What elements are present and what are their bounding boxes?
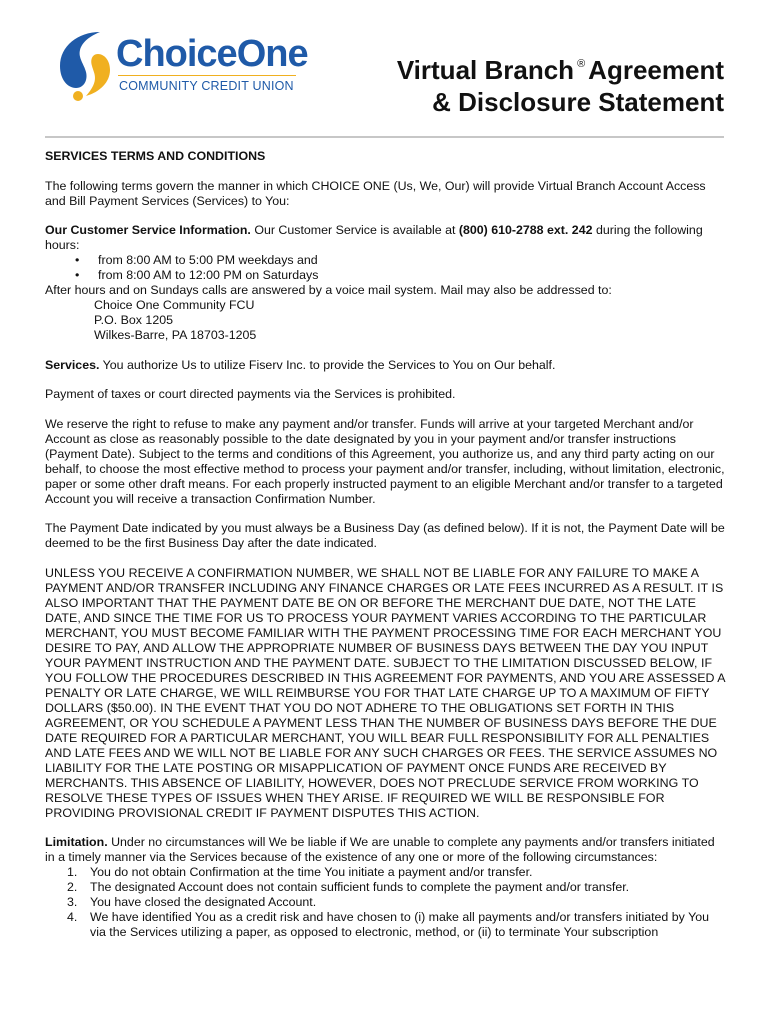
after-hours-text: After hours and on Sundays calls are answered by a voice mail system. Mail may also be addressed to: (45, 283, 612, 297)
limitation-item (45, 895, 725, 910)
limitation-label: Limitation. (45, 835, 108, 849)
liability-paragraph: UNLESS YOU RECEIVE A CONFIRMATION NUMBER, WE SHALL NOT BE LIABLE FOR ANY FAILURE TO MAKE A PAYMENT AND/OR TRANSFER INCLUDING ANY FINANCE CHARGES OR LATE FEES INCURRED AS A RESULT. IT IS ALSO IMPORTANT THAT THE PAYMENT DATE BE ON OR BEFORE THE MERCHANT DUE DATE, NOT THE LATE DATE, AND SINCE THE TIME FOR US TO PROCESS YOUR PAYMENT VARIES ACCORDING TO THE PARTICULAR MERCHANT, YOU MUST BECOME FAMILIAR WITH THE PAYMENT PROCESSING TIME FOR EACH MERCHANT YOU DESIRE TO PAY, AND ALLOW THE APPROPRIATE NUMBER OF BUSINESS DAYS BETWEEN THE DAY YOU INPUT YOUR PAYMENT INSTRUCTION AND THE PAYMENT DATE. SUBJECT TO THE LIMITATION DISCUSSED BELOW, IF YOU FOLLOW THE PROCEDURES DESCRIBED IN THIS AGREEMENT FOR PAYMENTS, AND YOU ARE ASSESSED A PENALTY OR LATE CHARGE, WE WILL REIMBURSE YOU FOR THAT LATE CHARGE UP TO A MAXIMUM OF FIFTY DOLLARS ($50.00). IN THE EVENT THAT YOU DO NOT ADHERE TO THE OBLIGATIONS SET FORTH IN THIS AGREEMENT, OR YOU SCHEDULE A PAYMENT LESS THAN THE NUMBER OF BUSINESS DAYS BEFORE THE DUE DATE REQUIRED FOR A PARTICULAR MERCHANT, YOU WILL BEAR FULL RESPONSIBILITY FOR ALL PENALTIES AND LATE FEES AND WE WILL NOT BE LIABLE FOR ANY SUCH CHARGES OR FEES. THE SERVICE ASSUMES NO LIABILITY FOR THE LATE POSTING OR MISAPPLICATION OF PAYMENT ONCE FUNDS ARE RECEIVED BY MERCHANTS. THIS ABSENCE OF LIABILITY, HOWEVER, DOES NOT PRECLUDE SERVICE FROM WORKING TO RESOLVE THESE TYPES OF ISSUES WHEN THEY ARISE. IF REQUIRED WE WILL BE RESPONSIBLE FOR PROVIDING PROVISIONAL CREDIT IF PAYMENT DISPUTES THIS ACTION. (45, 565, 725, 820)
item-text: We have identified You as a credit risk and have chosen to (i) make all payments and/or transfers initiated by You via the Services utilizing a paper, as opposed to electronic, method, or (ii) to terminate Your subscription (90, 910, 709, 939)
address-line: Choice One Community FCU (94, 298, 255, 312)
address-line: P.O. Box 1205 (94, 313, 173, 327)
customer-service-text: Our Customer Service is available at (250, 223, 459, 237)
mailing-address (45, 298, 725, 343)
intro-paragraph: The following terms govern the manner in which CHOICE ONE (Us, We, Our) will provide Virtual Branch Account Access and Bill Payment Services (Services) to You: (45, 178, 706, 208)
taxes-paragraph: Payment of taxes or court directed payments via the Services is prohibited. (45, 387, 456, 401)
item-number: 1. (67, 865, 78, 879)
item-number: 3. (67, 895, 78, 909)
hours-item: • from 8:00 AM to 12:00 PM on Saturdays (45, 268, 725, 283)
item-text: You do not obtain Confirmation at the time You initiate a payment and/or transfer. (90, 865, 533, 879)
document-body (45, 149, 725, 940)
hours-list (45, 253, 725, 283)
limitation-item (45, 880, 725, 895)
phone-number: (800) 610-2788 ext. 242 (458, 223, 593, 237)
page-title (397, 48, 724, 118)
customer-service-label: Our Customer Service Information. (45, 223, 251, 237)
payment-date-paragraph: The Payment Date indicated by you must always be a Business Day (as defined below). If it is not, the Payment Date will be deemed to be the first Business Day after the date indicated. (45, 521, 725, 550)
customer-service-text-after: during the following hours: (45, 223, 703, 252)
item-number: 2. (67, 880, 78, 894)
item-number: 4. (67, 910, 78, 924)
limitation-list (45, 865, 725, 940)
header-divider (45, 136, 724, 138)
services-paragraph (45, 358, 725, 373)
logo-name: ChoiceOne (116, 33, 308, 75)
limitation-paragraph (45, 835, 725, 865)
logo-subtitle: COMMUNITY CREDIT UNION (119, 79, 294, 93)
customer-service-paragraph (45, 223, 725, 253)
logo-divider (118, 75, 296, 76)
services-label: Services. (45, 357, 100, 372)
title-line-2: & Disclosure Statement (432, 87, 724, 117)
address-line: Wilkes-Barre, PA 18703-1205 (94, 328, 257, 342)
item-text: You have closed the designated Account. (90, 895, 317, 909)
registered-mark: ® (577, 58, 586, 70)
logo-mark-icon (56, 30, 116, 102)
section-heading: SERVICES TERMS AND CONDITIONS (45, 149, 266, 163)
title-part-2: Agreement (588, 55, 724, 85)
title-part-1: Virtual Branch (396, 55, 575, 85)
refuse-paragraph: We reserve the right to refuse to make any payment and/or transfer. Funds will arrive at your targeted Merchant and/or Account as close as reasonably possible to the date designated by you in your payment and/or transfer instructions (Payment Date). Subject to the terms and conditions of this Agreement, you authorize us, and any third party acting on our behalf, to choose the most effective method to process your payment and/or transfer, including, without limitation, electronic, paper or some other draft means. For each properly instructed payment to an eligible Merchant and/or transfer to a targeted Account you will receive a transaction Confirmation Number. (45, 416, 725, 506)
limitation-item (45, 865, 725, 880)
limitation-text: Under no circumstances will We be liable if We are unable to complete any payments and/or transfers initiated in a timely manner via the Services because of the existence of any one or more of the following circumstances: (45, 835, 715, 864)
services-text: You authorize Us to utilize Fiserv Inc. to provide the Services to You on Our behalf. (99, 357, 556, 372)
limitation-item (45, 910, 725, 940)
item-text: The designated Account does not contain sufficient funds to complete the payment and/or transfer. (90, 880, 630, 894)
choice-one-logo (56, 30, 306, 102)
hours-item: • from 8:00 AM to 5:00 PM weekdays and (45, 253, 725, 268)
title-line-1 (397, 48, 724, 86)
